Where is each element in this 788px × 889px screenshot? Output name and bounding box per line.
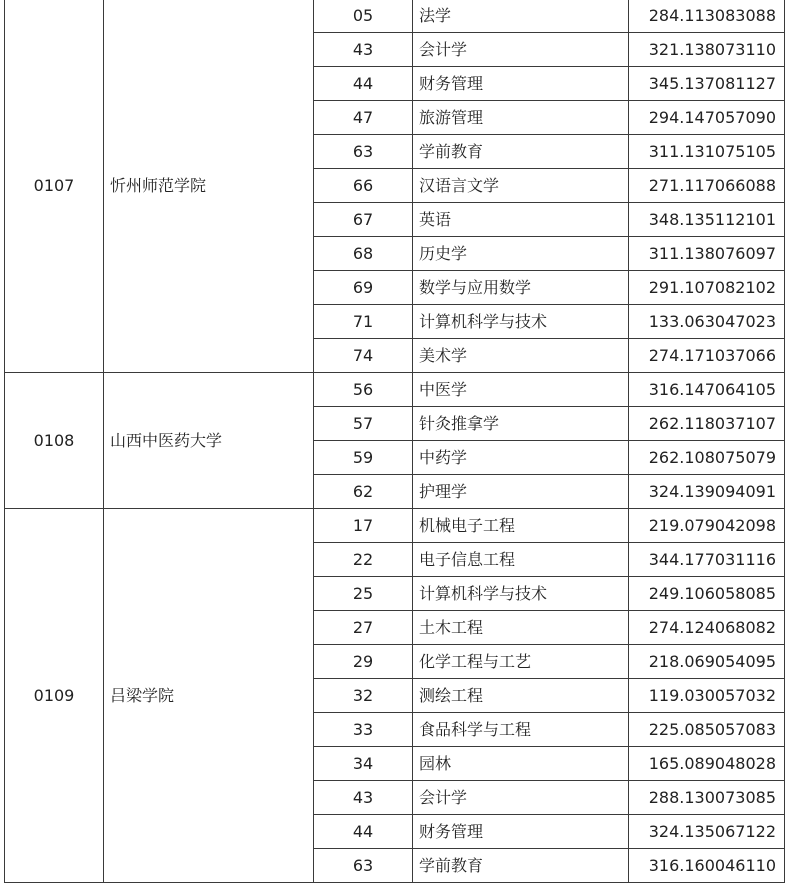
score-cell: 274.124068082 bbox=[629, 611, 785, 645]
major-name-cell: 财务管理 bbox=[413, 815, 629, 849]
major-name-cell: 中医学 bbox=[413, 373, 629, 407]
school-code-cell: 0109 bbox=[5, 509, 104, 883]
school-code-cell: 0108 bbox=[5, 373, 104, 509]
major-code-cell: 56 bbox=[314, 373, 413, 407]
major-name-cell: 会计学 bbox=[413, 33, 629, 67]
table-row bbox=[5, 373, 785, 407]
score-cell: 345.137081127 bbox=[629, 67, 785, 101]
major-code-cell: 44 bbox=[314, 67, 413, 101]
score-cell: 321.138073110 bbox=[629, 33, 785, 67]
major-code-cell: 17 bbox=[314, 509, 413, 543]
major-code-cell: 66 bbox=[314, 169, 413, 203]
score-cell: 291.107082102 bbox=[629, 271, 785, 305]
score-cell: 262.108075079 bbox=[629, 441, 785, 475]
major-name-cell: 学前教育 bbox=[413, 135, 629, 169]
major-name-cell: 学前教育 bbox=[413, 849, 629, 883]
major-name-cell: 园林 bbox=[413, 747, 629, 781]
major-code-cell: 67 bbox=[314, 203, 413, 237]
admission-score-table bbox=[4, 0, 785, 883]
score-cell: 294.147057090 bbox=[629, 101, 785, 135]
major-name-cell: 财务管理 bbox=[413, 67, 629, 101]
score-cell: 271.117066088 bbox=[629, 169, 785, 203]
score-cell: 225.085057083 bbox=[629, 713, 785, 747]
major-name-cell: 中药学 bbox=[413, 441, 629, 475]
score-cell: 344.177031116 bbox=[629, 543, 785, 577]
major-code-cell: 05 bbox=[314, 0, 413, 33]
major-name-cell: 历史学 bbox=[413, 237, 629, 271]
score-cell: 311.131075105 bbox=[629, 135, 785, 169]
major-name-cell: 英语 bbox=[413, 203, 629, 237]
score-cell: 249.106058085 bbox=[629, 577, 785, 611]
major-code-cell: 74 bbox=[314, 339, 413, 373]
major-name-cell: 会计学 bbox=[413, 781, 629, 815]
major-name-cell: 土木工程 bbox=[413, 611, 629, 645]
major-name-cell: 电子信息工程 bbox=[413, 543, 629, 577]
score-cell: 274.171037066 bbox=[629, 339, 785, 373]
major-name-cell: 测绘工程 bbox=[413, 679, 629, 713]
major-code-cell: 25 bbox=[314, 577, 413, 611]
major-name-cell: 食品科学与工程 bbox=[413, 713, 629, 747]
score-cell: 262.118037107 bbox=[629, 407, 785, 441]
table-viewport bbox=[4, 0, 788, 889]
score-cell: 311.138076097 bbox=[629, 237, 785, 271]
major-name-cell: 计算机科学与技术 bbox=[413, 305, 629, 339]
major-code-cell: 29 bbox=[314, 645, 413, 679]
major-code-cell: 33 bbox=[314, 713, 413, 747]
major-code-cell: 43 bbox=[314, 781, 413, 815]
major-code-cell: 27 bbox=[314, 611, 413, 645]
score-cell: 348.135112101 bbox=[629, 203, 785, 237]
score-cell: 316.147064105 bbox=[629, 373, 785, 407]
major-code-cell: 47 bbox=[314, 101, 413, 135]
major-code-cell: 44 bbox=[314, 815, 413, 849]
table-row bbox=[5, 0, 785, 33]
major-code-cell: 57 bbox=[314, 407, 413, 441]
score-cell: 288.130073085 bbox=[629, 781, 785, 815]
school-name-cell: 山西中医药大学 bbox=[104, 373, 314, 509]
score-cell: 165.089048028 bbox=[629, 747, 785, 781]
score-cell: 324.135067122 bbox=[629, 815, 785, 849]
major-name-cell: 化学工程与工艺 bbox=[413, 645, 629, 679]
major-name-cell: 汉语言文学 bbox=[413, 169, 629, 203]
major-name-cell: 旅游管理 bbox=[413, 101, 629, 135]
school-code-cell: 0107 bbox=[5, 0, 104, 373]
major-code-cell: 22 bbox=[314, 543, 413, 577]
major-code-cell: 71 bbox=[314, 305, 413, 339]
major-code-cell: 32 bbox=[314, 679, 413, 713]
school-name-cell: 吕梁学院 bbox=[104, 509, 314, 883]
table-row bbox=[5, 509, 785, 543]
score-cell: 119.030057032 bbox=[629, 679, 785, 713]
score-cell: 219.079042098 bbox=[629, 509, 785, 543]
school-name-cell: 忻州师范学院 bbox=[104, 0, 314, 373]
score-cell: 284.113083088 bbox=[629, 0, 785, 33]
major-name-cell: 美术学 bbox=[413, 339, 629, 373]
major-code-cell: 62 bbox=[314, 475, 413, 509]
table-body bbox=[5, 0, 785, 883]
major-name-cell: 护理学 bbox=[413, 475, 629, 509]
major-name-cell: 数学与应用数学 bbox=[413, 271, 629, 305]
major-code-cell: 34 bbox=[314, 747, 413, 781]
major-name-cell: 针灸推拿学 bbox=[413, 407, 629, 441]
score-cell: 218.069054095 bbox=[629, 645, 785, 679]
major-name-cell: 机械电子工程 bbox=[413, 509, 629, 543]
major-code-cell: 43 bbox=[314, 33, 413, 67]
major-name-cell: 法学 bbox=[413, 0, 629, 33]
major-code-cell: 63 bbox=[314, 135, 413, 169]
major-name-cell: 计算机科学与技术 bbox=[413, 577, 629, 611]
major-code-cell: 63 bbox=[314, 849, 413, 883]
score-cell: 316.160046110 bbox=[629, 849, 785, 883]
major-code-cell: 68 bbox=[314, 237, 413, 271]
score-cell: 133.063047023 bbox=[629, 305, 785, 339]
major-code-cell: 59 bbox=[314, 441, 413, 475]
score-cell: 324.139094091 bbox=[629, 475, 785, 509]
major-code-cell: 69 bbox=[314, 271, 413, 305]
